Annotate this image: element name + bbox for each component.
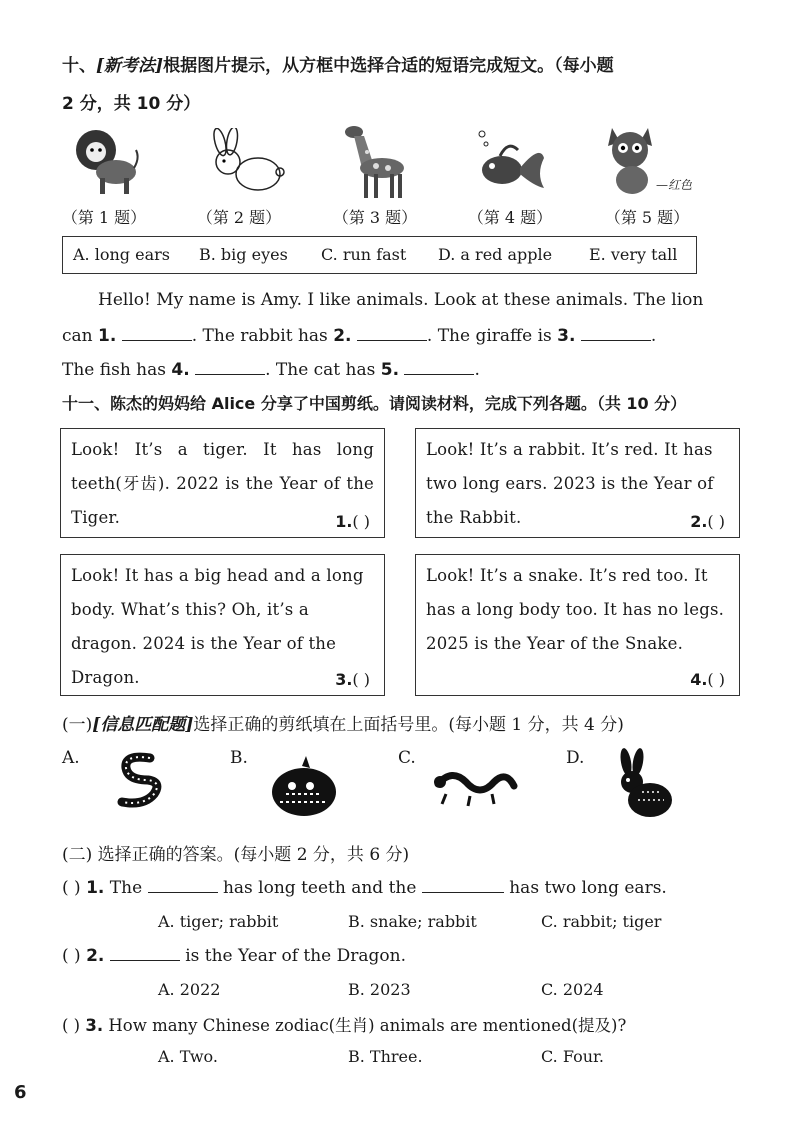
blank-5[interactable] [404,358,474,375]
giraffe-picture [340,122,410,200]
dragon-papercut-picture [432,764,518,808]
q1-option-c[interactable]: C. rabbit; tiger [541,912,662,931]
answer-slot-2[interactable]: 2.( ) [690,512,725,531]
blank-q1-b[interactable] [422,876,504,893]
cat-color-note: —红色 [656,178,693,192]
passage-line-2: can 1. . The rabbit has 2. . The giraffe is 3. . [62,326,657,346]
answer-paren-q2[interactable]: ( ) [62,946,81,966]
papercut-label-c: C. [398,748,416,768]
options-box [62,236,697,274]
papercut-label-b: B. [230,748,248,768]
option-e: E. very tall [589,245,678,264]
reading-box-3-text: Look! It has a big head and a long body. What’s this? Oh, it’s a dragon. 2024 is the Year of the Dragon. [71,566,364,687]
reading-box-1 [60,428,385,538]
option-a: A. long ears [73,245,170,264]
q2-option-b[interactable]: B. 2023 [348,980,411,999]
q2-option-a[interactable]: A. 2022 [158,980,221,999]
option-d: D. a red apple [438,245,553,264]
part2-title: (二) 选择正确的答案。(每小题 2 分，共 6 分) [62,845,410,865]
q2-option-c[interactable]: C. 2024 [541,980,604,999]
blank-2[interactable] [357,324,427,341]
question-1: ( ) 1. The has long teeth and the has two long ears. [62,878,667,898]
reading-box-1-text: Look! It’s a tiger. It has long teeth(牙齿). 2022 is the Year of the Tiger. [71,440,374,527]
reading-box-2 [415,428,740,538]
option-b: B. big eyes [199,245,288,264]
caption-4: （第 4 题） [467,208,553,227]
answer-slot-1[interactable]: 1.( ) [335,512,370,531]
caption-3: （第 3 题） [332,208,418,227]
lion-picture [68,124,140,196]
section10-title-line2: 2 分，共 10 分） [62,94,201,114]
fish-picture [474,128,546,194]
question-3: ( ) 3. How many Chinese zodiac(生肖) animals are mentioned(提及)? [62,1016,627,1035]
q3-option-a[interactable]: A. Two. [158,1047,218,1066]
question-2: ( ) 2. is the Year of the Dragon. [62,946,407,966]
section10-title: 十、[新考法]根据图片提示，从方框中选择合适的短语完成短文。（每小题 [62,56,614,76]
section10-tag: [新考法] [96,56,164,76]
q1-option-a[interactable]: A. tiger; rabbit [158,912,279,931]
passage-line-3: The fish has 4. . The cat has 5. . [62,360,480,380]
section11-title: 十一、陈杰的妈妈给 Alice 分享了中国剪纸。请阅读材料，完成下列各题。（共 10 分） [62,394,687,413]
q3-option-b[interactable]: B. Three. [348,1047,423,1066]
snake-papercut-picture [110,750,166,814]
page-number: 6 [14,1082,27,1103]
option-c: C. run fast [321,245,407,264]
rabbit-papercut-picture [608,748,674,820]
passage-line-1: Hello! My name is Amy. I like animals. Look at these animals. The lion [98,290,704,310]
answer-slot-4[interactable]: 4.( ) [690,670,725,689]
answer-slot-3[interactable]: 3.( ) [335,670,370,689]
reading-box-3 [60,554,385,696]
papercut-label-a: A. [62,748,80,768]
part1-tag: [信息匹配题] [92,715,194,735]
blank-q2[interactable] [110,944,180,961]
blank-q1-a[interactable] [148,876,218,893]
answer-paren-q3[interactable]: ( ) [62,1016,81,1035]
blank-3[interactable] [581,324,651,341]
blank-4[interactable] [195,358,265,375]
caption-5: （第 5 题） [604,208,690,227]
rabbit-picture [200,128,285,194]
reading-box-4-text: Look! It’s a snake. It’s red too. It has a long body too. It has no legs. 2025 is the Year of the Snake. [426,566,725,653]
reading-box-4 [415,554,740,696]
blank-1[interactable] [122,324,192,341]
tiger-papercut-picture [266,752,342,822]
cat-picture [604,124,660,196]
caption-1: （第 1 题） [61,208,147,227]
part1-title: (一)[信息匹配题]选择正确的剪纸填在上面括号里。(每小题 1 分，共 4 分) [62,715,624,735]
answer-paren-q1[interactable]: ( ) [62,878,81,898]
reading-box-2-text: Look! It’s a rabbit. It’s red. It has two long ears. 2023 is the Year of the Rabbit. [426,440,714,527]
q3-option-c[interactable]: C. Four. [541,1047,604,1066]
papercut-label-d: D. [566,748,585,768]
caption-2: （第 2 题） [196,208,282,227]
q1-option-b[interactable]: B. snake; rabbit [348,912,477,931]
